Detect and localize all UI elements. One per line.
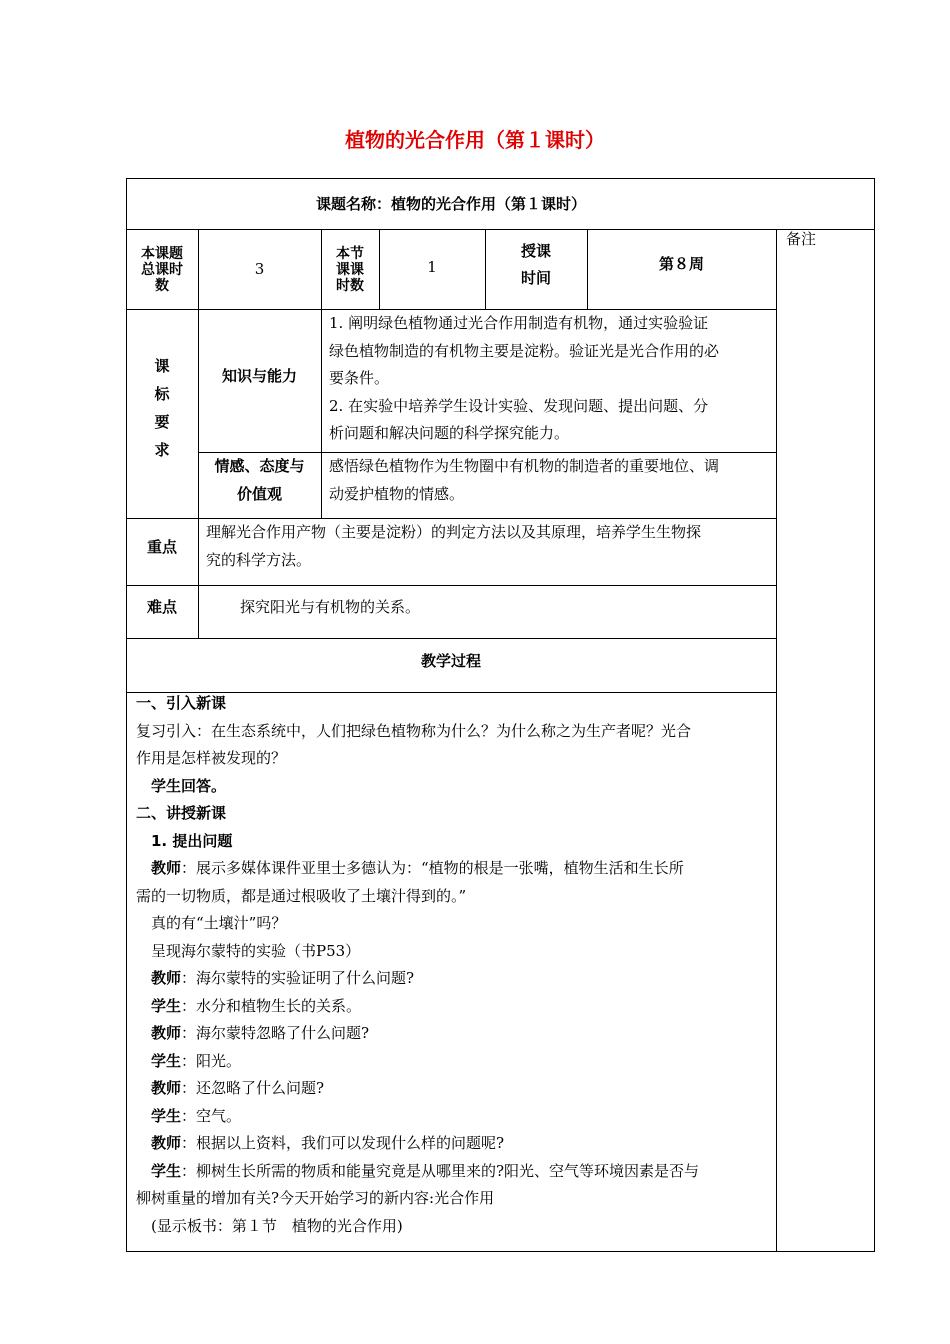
divider: [776, 229, 777, 1252]
process-line: 真的有“土壤汁”吗？: [136, 914, 287, 932]
divider: [198, 229, 199, 638]
difficulty-label: 难点: [146, 598, 177, 616]
process-line: 教师：还忽略了什么问题?: [136, 1079, 325, 1097]
total-hours-label: 本课题总课时数: [141, 246, 183, 294]
process-line: 1. 提出问题: [136, 831, 233, 850]
divider: [321, 309, 322, 518]
process-line: 学生：阳光。: [136, 1051, 242, 1070]
page-title: 植物的光合作用（第１课时）: [345, 128, 605, 152]
process-line: 一、引入新课: [136, 694, 227, 712]
requirements-label: 课 标 要 求: [154, 357, 170, 459]
section-hours-value: 1: [427, 258, 437, 276]
total-hours-value: 3: [254, 260, 265, 278]
process-line: 教师：海尔蒙特忽略了什么问题?: [136, 1024, 370, 1042]
divider: [126, 638, 776, 639]
teach-time-label: 授课: [520, 242, 551, 260]
emotion-content: 感悟绿色植物作为生物圈中有机物的制造者的重要地位、调 动爱护植物的情感。: [329, 457, 720, 503]
process-line: 学生：柳树生长所需的物质和能量究竟是从哪里来的?阳光、空气等环境因素是否与: [136, 1161, 700, 1180]
process-line: 学生：空气。: [136, 1106, 242, 1125]
process-line: 学生回答。: [136, 776, 227, 795]
process-line: 作用是怎样被发现的？: [136, 749, 287, 767]
process-line: 教师：根据以上资料，我们可以发现什么样的问题呢?: [136, 1134, 505, 1152]
process-line: (显示板书：第１节 植物的光合作用): [136, 1216, 403, 1235]
divider: [126, 585, 776, 586]
key-point-label: 重点: [146, 538, 177, 556]
process-heading: 教学过程: [420, 652, 481, 670]
process-body: [136, 690, 772, 1240]
knowledge-content: 1. 阐明绿色植物通过光合作用制造有机物，通过实验验证 绿色植物制造的有机物主要是淀粉。验证光是光合作用的必 要条件。 2. 在实验中培养学生设计实验、发现问题、提出问题、分 析问题和解决问题的科学探究能力。: [329, 314, 720, 442]
emotion-label: 情感、态度与 价值观: [214, 457, 305, 503]
key-point-content: 理解光合作用产物（主要是淀粉）的判定方法以及其原理，培养学生生物探 究的科学方法。: [206, 523, 702, 569]
process-line: 学生：水分和植物生长的关系。: [136, 996, 362, 1015]
remark-label: 备注: [786, 230, 817, 248]
process-line: 教师：展示多媒体课件亚里士多德认为：“植物的根是一张嘴，植物生活和生长所: [136, 859, 684, 877]
process-line: 需的一切物质，都是通过根吸收了土壤汁得到的。”: [136, 886, 467, 905]
teach-time-label: 时间: [520, 269, 551, 287]
process-line: 呈现海尔蒙特的实验（书P53）: [136, 941, 361, 960]
process-line: 柳树重量的增加有关?今天开始学习的新内容:光合作用: [136, 1189, 495, 1207]
process-line: 二、讲授新课: [136, 804, 227, 822]
knowledge-label: 知识与能力: [221, 367, 297, 385]
process-line: 复习引入：在生态系统中，人们把绿色植物称为什么？为什么称之为生产者呢？光合: [136, 721, 692, 740]
week-value: 第８周: [658, 255, 704, 273]
difficulty-content: 探究阳光与有机物的关系。: [240, 598, 421, 616]
divider: [126, 229, 875, 230]
section-hours-label: 本节课课时数: [336, 246, 364, 294]
lesson-name-header: 课题名称：植物的光合作用（第１课时）: [315, 195, 586, 213]
process-line: 教师：海尔蒙特的实验证明了什么问题?: [136, 969, 415, 987]
divider: [321, 229, 322, 309]
